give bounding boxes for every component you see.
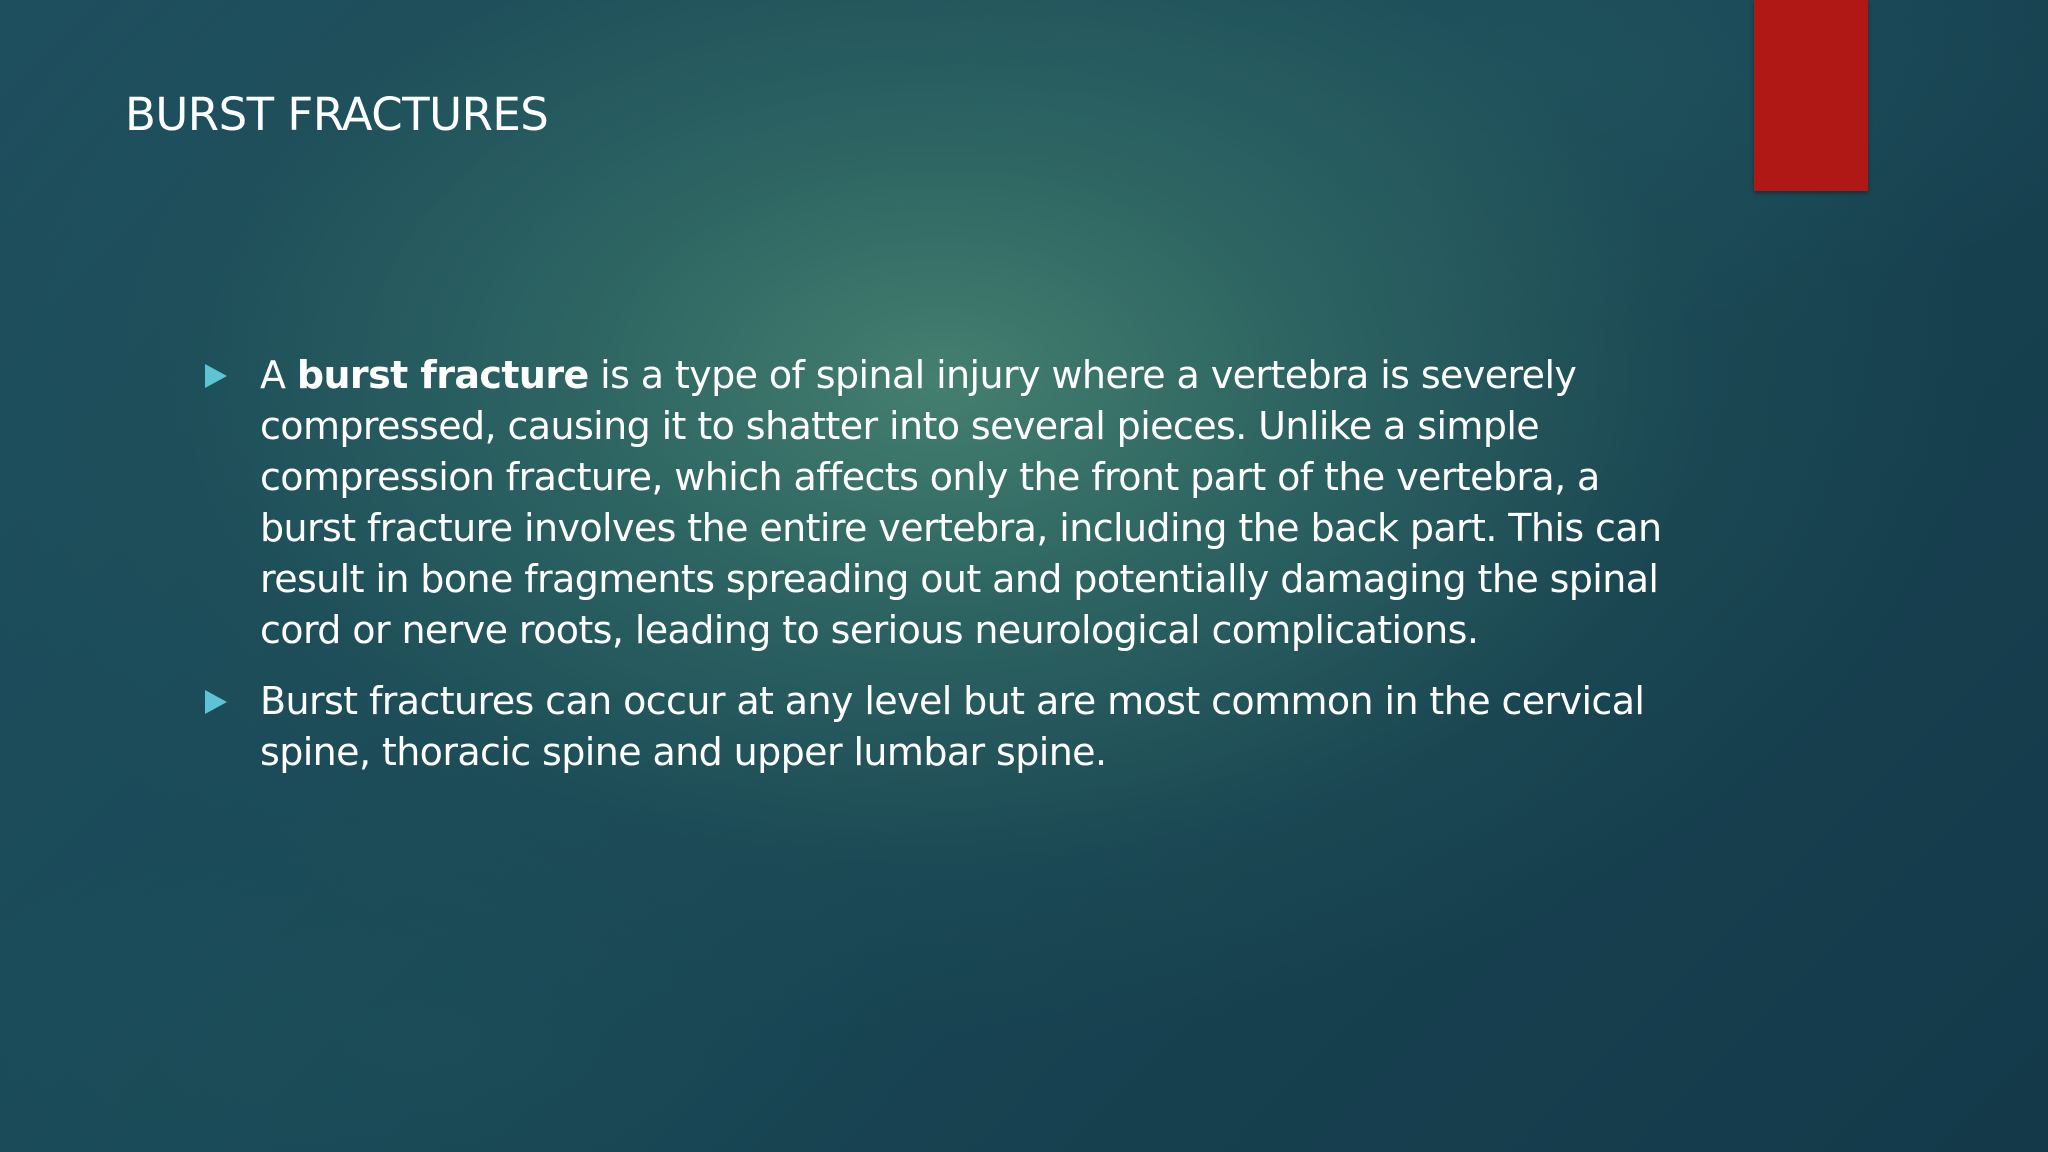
triangle-right-icon xyxy=(205,364,227,388)
bullet-item xyxy=(200,350,1700,656)
bullet-lead: A xyxy=(260,353,297,397)
bullet-bold-term: burst fracture xyxy=(296,353,589,397)
bullet-item xyxy=(200,676,1700,778)
bullet-text xyxy=(260,350,1700,656)
bullet-list xyxy=(200,350,1700,798)
slide-title: BURST FRACTURES xyxy=(125,88,549,141)
triangle-right-icon xyxy=(205,690,227,714)
accent-bar xyxy=(1754,0,1868,191)
bullet-body: is a type of spinal injury where a vertebra is severely compressed, causing it to shatter into several pieces. Unlike a simple compression fracture, which affects only the front part of the vertebra, a burst fracture involves the entire vertebra, including the back part. This can result in bone fragments spreading out and potentially damaging the spinal cord or nerve roots, leading to serious neurological complications. xyxy=(260,353,1662,652)
bullet-text: Burst fractures can occur at any level but are most common in the cervical spine, thoracic spine and upper lumbar spine. xyxy=(260,679,1645,774)
